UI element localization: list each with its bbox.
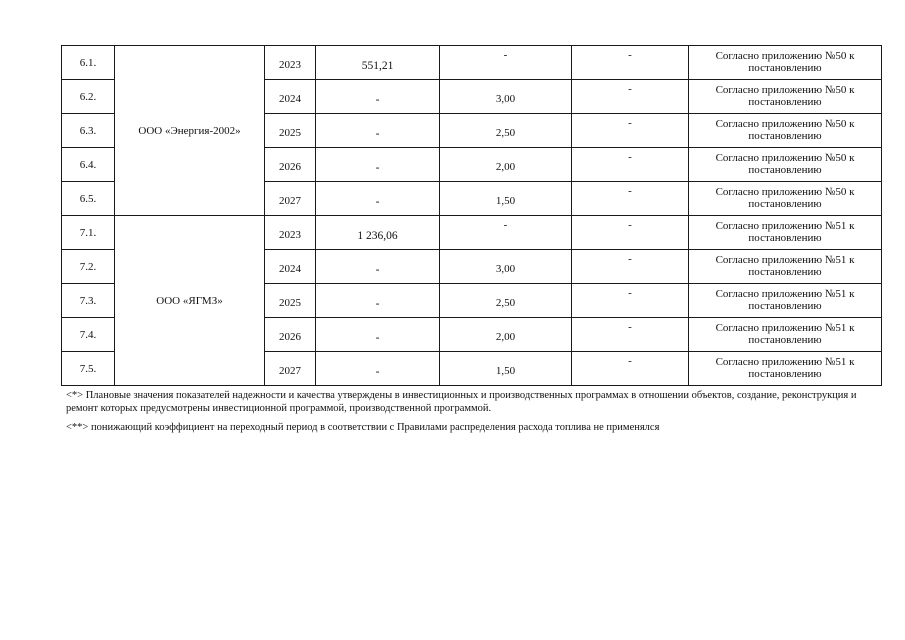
note-cell: Согласно приложению №50 к постановлению xyxy=(689,114,882,148)
amount-cell: - xyxy=(316,352,440,386)
footnote-1: <*> Плановые значения показателей надежности и качества утверждены в инвестиционных и производственных программах в отношении объектов, создание, реконструкция и ремонт которых предусмотрены инвестиционной программой, производственной программой. xyxy=(66,390,857,414)
row-number: 6.1. xyxy=(62,46,115,80)
coefficient-cell: 1,50 xyxy=(440,352,572,386)
year-cell: 2025 xyxy=(265,114,316,148)
row-number: 6.5. xyxy=(62,182,115,216)
row-number: 7.1. xyxy=(62,216,115,250)
dash-cell: - xyxy=(572,46,689,80)
coefficient-cell: 2,50 xyxy=(440,284,572,318)
row-number: 6.4. xyxy=(62,148,115,182)
year-cell: 2025 xyxy=(265,284,316,318)
footnotes xyxy=(66,389,881,440)
row-number: 6.3. xyxy=(62,114,115,148)
dash-cell: - xyxy=(572,80,689,114)
amount-cell: - xyxy=(316,182,440,216)
amount-cell: - xyxy=(316,284,440,318)
note-cell: Согласно приложению №51 к постановлению xyxy=(689,284,882,318)
indicators-table xyxy=(61,45,882,386)
table-row xyxy=(62,216,882,250)
year-cell: 2024 xyxy=(265,250,316,284)
note-cell: Согласно приложению №51 к постановлению xyxy=(689,318,882,352)
organization-name: ООО «ЯГМЗ» xyxy=(115,216,265,386)
coefficient-cell: 1,50 xyxy=(440,182,572,216)
row-number: 7.5. xyxy=(62,352,115,386)
table-row xyxy=(62,46,882,80)
amount-cell: - xyxy=(316,148,440,182)
dash-cell: - xyxy=(572,250,689,284)
year-cell: 2026 xyxy=(265,318,316,352)
dash-cell: - xyxy=(572,182,689,216)
dash-cell: - xyxy=(572,352,689,386)
coefficient-cell: 3,00 xyxy=(440,80,572,114)
row-number: 6.2. xyxy=(62,80,115,114)
note-cell: Согласно приложению №51 к постановлению xyxy=(689,352,882,386)
coefficient-cell: 2,00 xyxy=(440,148,572,182)
row-number: 7.2. xyxy=(62,250,115,284)
coefficient-cell: 2,50 xyxy=(440,114,572,148)
year-cell: 2026 xyxy=(265,148,316,182)
dash-cell: - xyxy=(572,148,689,182)
organization-name: ООО «Энергия-2002» xyxy=(115,46,265,216)
year-cell: 2024 xyxy=(265,80,316,114)
amount-cell: 551,21 xyxy=(316,46,440,80)
year-cell: 2027 xyxy=(265,352,316,386)
dash-cell: - xyxy=(572,114,689,148)
row-number: 7.4. xyxy=(62,318,115,352)
dash-cell: - xyxy=(572,216,689,250)
amount-cell: - xyxy=(316,250,440,284)
note-cell: Согласно приложению №50 к постановлению xyxy=(689,80,882,114)
amount-cell: 1 236,06 xyxy=(316,216,440,250)
coefficient-cell: 2,00 xyxy=(440,318,572,352)
note-cell: Согласно приложению №50 к постановлению xyxy=(689,182,882,216)
amount-cell: - xyxy=(316,80,440,114)
coefficient-cell: - xyxy=(440,216,572,250)
year-cell: 2027 xyxy=(265,182,316,216)
row-number: 7.3. xyxy=(62,284,115,318)
note-cell: Согласно приложению №51 к постановлению xyxy=(689,250,882,284)
amount-cell: - xyxy=(316,318,440,352)
note-cell: Согласно приложению №51 к постановлению xyxy=(689,216,882,250)
amount-cell: - xyxy=(316,114,440,148)
coefficient-cell: 3,00 xyxy=(440,250,572,284)
note-cell: Согласно приложению №50 к постановлению xyxy=(689,46,882,80)
dash-cell: - xyxy=(572,318,689,352)
year-cell: 2023 xyxy=(265,46,316,80)
footnote-2: <**> понижающий коэффициент на переходный период в соответствии с Правилами распределения расхода топлива не применялся xyxy=(66,422,660,433)
year-cell: 2023 xyxy=(265,216,316,250)
coefficient-cell: - xyxy=(440,46,572,80)
dash-cell: - xyxy=(572,284,689,318)
note-cell: Согласно приложению №50 к постановлению xyxy=(689,148,882,182)
